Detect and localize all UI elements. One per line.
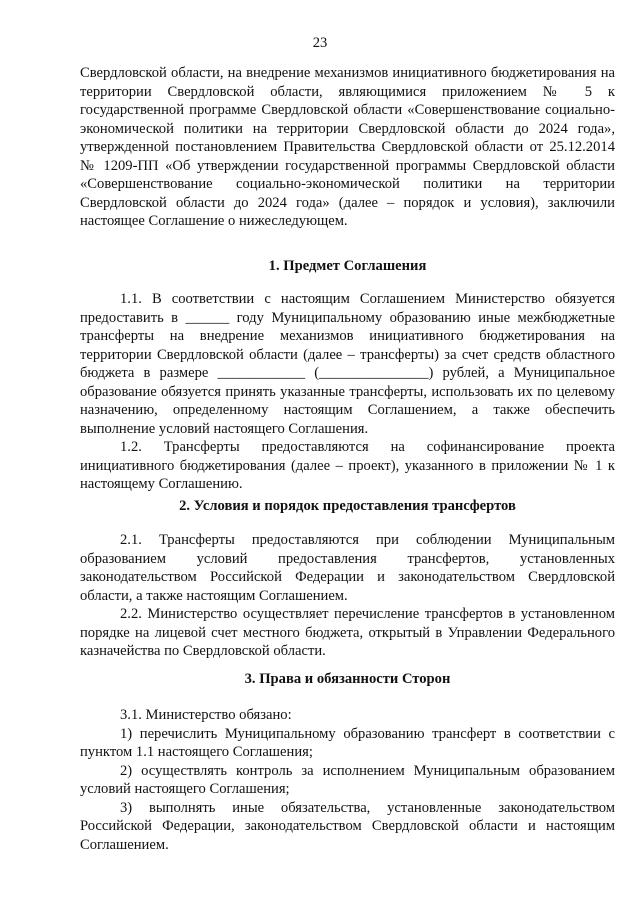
list-item-3-1-1: 1) перечислить Муниципальному образованию трансферт в соответствии с пунктом 1.1 настоящего Соглашения;: [80, 725, 615, 760]
intro-paragraph: [80, 64, 615, 231]
paragraph-2-2: 2.2. Министерство осуществляет перечисление трансфертов в установленном порядке на лицевой счет местного бюджета, открытый в Управлении Федерального казначейства по Свердловской области.: [80, 606, 615, 659]
section-1-body: [80, 290, 615, 494]
page-number: 23: [312, 35, 328, 51]
paragraph-2-1: 2.1. Трансферты предоставляются при соблюдении Муниципальным образованием условий предоставления трансфертов, установленных законодательством Российской Федерации и законодательством Свердловской области, а также настоящим Соглашением.: [80, 532, 615, 604]
paragraph-1-1: 1.1. В соответствии с настоящим Соглашением Министерство обязуется предоставить в ______ году Муниципальному образованию иные межбюджетные трансферты на внедрение механизмов инициативного бюджетирования на территории Свердловской области (далее – трансферты) за счет средств областного бюджета в размере ____________ (_______________) рублей, а Муниципальное образование обязуется принять указанные трансферты, использовать их по целевому назначению, определенному настоящим Соглашением, а также обеспечить выполнение условий настоящего Соглашения.: [80, 291, 615, 437]
section-2-heading: 2. Условия и порядок предоставления трансфертов: [179, 498, 516, 514]
section-3-heading: 3. Права и обязанности Сторон: [244, 671, 451, 687]
intro-text: Свердловской области, на внедрение механизмов инициативного бюджетирования на территории Свердловской области, являющимися приложением № 5 к государственной программе Свердловской области «Совершенствование социально-экономической политики на территории Свердловской области до 2024 года», утвержденной постановлением Правительства Свердловской области от 25.12.2014 № 1209-ПП «Об утверждении государственной программы Свердловской области «Совершенствование социально-экономической политики на территории Свердловской области до 2024 года» (далее – порядок и условия), заключили настоящее Соглашение о нижеследующем.: [80, 65, 615, 229]
list-item-3-1-3: 3) выполнять иные обязательства, установленные законодательством Российской Федерации, законодательством Свердловской области и настоящим Соглашением.: [80, 799, 615, 853]
section-3-body: [80, 706, 615, 854]
section-1-heading: 1. Предмет Соглашения: [268, 258, 427, 274]
list-item-3-1-2: 2) осуществлять контроль за исполнением Муниципальным образованием условий настоящего Соглашения;: [80, 762, 615, 797]
paragraph-3-1: 3.1. Министерство обязано:: [120, 707, 292, 723]
section-2-body: [80, 531, 615, 661]
paragraph-1-2: 1.2. Трансферты предоставляются на софинансирование проекта инициативного бюджетирования (далее – проект), указанного в приложении № 1 к настоящему Соглашению.: [80, 439, 615, 492]
